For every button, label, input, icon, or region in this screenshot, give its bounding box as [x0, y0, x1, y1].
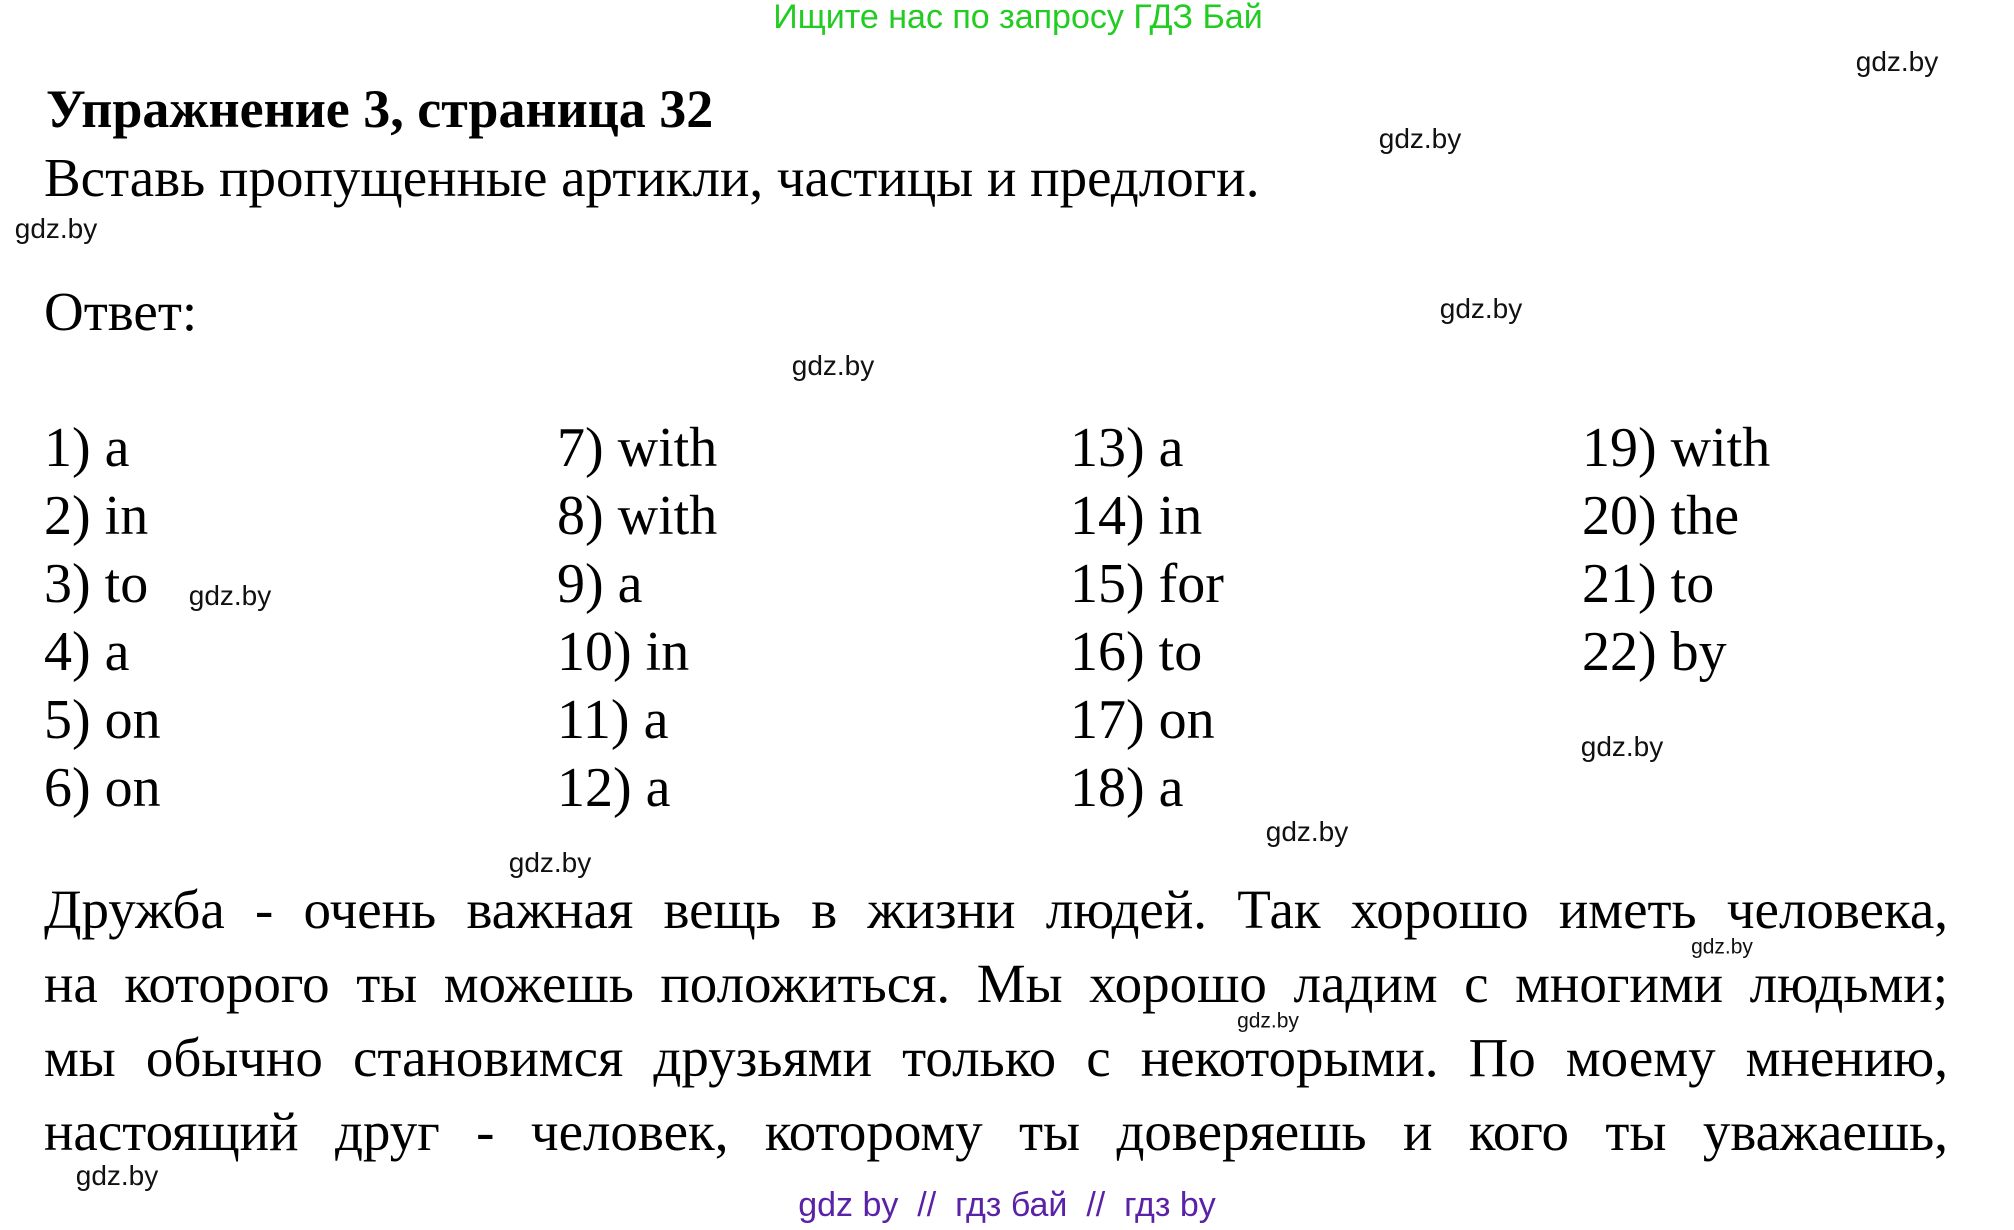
answer-item: 3) to: [44, 553, 149, 615]
watermark: gdz.by: [188, 580, 272, 611]
answer-item: 1) a: [44, 417, 130, 479]
answer-item: 5) on: [44, 689, 161, 751]
answer-item: 17) on: [1070, 689, 1215, 751]
paragraph-line: на которого ты можешь положиться. Мы хорошо ладим с многими людьми;: [44, 953, 1948, 1014]
page-title: Упражнение 3, страница 32: [46, 79, 714, 139]
paragraph-line: Дружба - очень важная вещь в жизни людей. Так хорошо иметь человека,: [44, 879, 1948, 940]
answer-item: 20) the: [1582, 485, 1740, 547]
watermark: gdz.by: [1439, 293, 1523, 324]
answer-item: 16) to: [1070, 621, 1203, 683]
answer-item: 12) a: [557, 757, 671, 819]
watermark: gdz.by: [1855, 46, 1939, 77]
paragraph-line: настоящий друг - человек, которому ты доверяешь и кого ты уважаешь,: [44, 1101, 1948, 1162]
answer-item: 18) a: [1070, 757, 1184, 819]
answer-label: Ответ:: [44, 281, 198, 342]
watermark: gdz.by: [1378, 123, 1462, 154]
answer-item: 15) for: [1070, 553, 1224, 615]
paragraph-line: мы обычно становимся друзьями только с некоторыми. По моему мнению,: [44, 1027, 1948, 1088]
watermark: gdz.by: [1691, 935, 1753, 959]
watermark: gdz.by: [14, 213, 98, 244]
footer-links: gdz by // гдз бай // гдз by: [798, 1186, 1216, 1224]
answer-item: 7) with: [557, 417, 718, 479]
answer-item: 19) with: [1582, 417, 1771, 479]
answer-item: 8) with: [557, 485, 718, 547]
answer-item: 9) a: [557, 553, 643, 615]
answer-item: 6) on: [44, 757, 161, 819]
answer-item: 22) by: [1582, 621, 1727, 683]
watermark: gdz.by: [75, 1160, 159, 1191]
watermark: gdz.by: [1237, 1009, 1299, 1033]
watermark: gdz.by: [508, 847, 592, 878]
answer-item: 2) in: [44, 485, 149, 547]
answer-item: 11) a: [557, 689, 669, 751]
answer-item: 14) in: [1070, 485, 1203, 547]
answer-item: 21) to: [1582, 553, 1715, 615]
task-instruction: Вставь пропущенные артикли, частицы и предлоги.: [44, 147, 1260, 208]
search-banner: Ищите нас по запросу ГДЗ Бай: [773, 0, 1263, 36]
watermark: gdz.by: [1580, 731, 1664, 762]
watermark: gdz.by: [791, 350, 875, 381]
answer-item: 13) a: [1070, 417, 1184, 479]
watermark: gdz.by: [1265, 816, 1349, 847]
answer-item: 10) in: [557, 621, 690, 683]
answer-item: 4) a: [44, 621, 130, 683]
